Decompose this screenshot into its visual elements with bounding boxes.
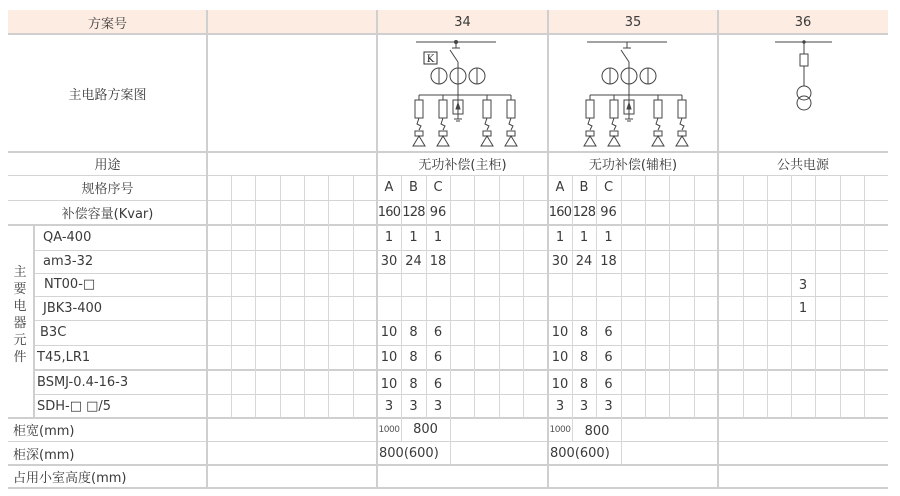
grid-line <box>34 345 888 346</box>
component-value <box>791 296 815 320</box>
value-text: 6 <box>433 350 443 365</box>
capacity-value: 96 <box>429 205 447 220</box>
component-value <box>548 394 572 418</box>
components-group-label <box>10 264 30 366</box>
header-scheme-34 <box>377 10 548 34</box>
value-text: 6 <box>604 350 613 365</box>
grid-line <box>450 418 451 465</box>
grid-line <box>8 151 888 153</box>
scheme-number: 34 <box>454 14 471 30</box>
component-value <box>548 320 572 345</box>
spec-label: 规格序号 <box>81 182 134 197</box>
value-text: 10 <box>380 376 398 392</box>
depth-label: 柜深(mm) <box>13 447 75 463</box>
component-value <box>401 320 426 345</box>
header-label-cell <box>8 10 207 34</box>
value-text: 18 <box>600 254 617 269</box>
component-name-text: T45,LR1 <box>37 350 91 365</box>
value-text: 10 <box>380 350 398 365</box>
component-name-text: BSMJ-0.4-16-3 <box>37 374 129 390</box>
capacity-value: 128 <box>402 205 425 220</box>
capacity-34-a <box>377 200 401 225</box>
group-char: 要 <box>13 282 27 297</box>
capacity-label: 补偿容量(Kvar) <box>61 207 154 222</box>
grid-line <box>645 175 646 418</box>
value-text: 1 <box>555 230 565 245</box>
grid-line <box>815 175 816 418</box>
component-name <box>34 273 207 296</box>
depth-34-value <box>377 441 450 465</box>
component-name <box>34 345 207 370</box>
spec-value: C <box>603 180 614 195</box>
grid-line <box>34 369 888 371</box>
spec-value: A <box>555 180 565 195</box>
width-label: 柜宽(mm) <box>13 424 75 439</box>
capacity-value: 96 <box>600 205 617 220</box>
component-value <box>401 225 426 250</box>
grid-line <box>426 175 427 418</box>
fuse-transformer-diagram-icon <box>721 36 887 150</box>
value-text: 3 <box>409 398 418 414</box>
value-text: 8 <box>579 325 589 340</box>
value-text: 800 <box>584 424 610 439</box>
spec-value: B <box>579 180 589 195</box>
grid-line <box>717 10 719 488</box>
spec-34-c <box>426 175 450 200</box>
grid-line <box>840 175 841 418</box>
grid-line <box>34 250 888 251</box>
value-text: 1 <box>579 230 589 245</box>
width-34-value-2 <box>401 418 450 441</box>
value-text: 800(600) <box>550 445 610 461</box>
component-name-text: JBK3-400 <box>43 300 103 316</box>
value-text: 3 <box>384 398 394 414</box>
spec-label-cell <box>8 175 207 200</box>
grid-line <box>596 175 597 418</box>
grid-line <box>474 175 475 418</box>
component-name <box>34 394 207 418</box>
component-value <box>596 320 621 345</box>
value-text: 24 <box>575 254 593 269</box>
component-value <box>596 394 621 418</box>
value-text: 1000 <box>378 424 400 435</box>
usage-value: 公共电源 <box>776 158 829 173</box>
usage-value: 无功补偿(辅柜) <box>588 158 678 173</box>
value-text: 800(600) <box>379 445 439 461</box>
grid-line <box>791 175 792 418</box>
component-value <box>426 345 450 370</box>
spec-value: C <box>433 180 443 195</box>
component-value <box>596 372 621 396</box>
grid-line <box>8 224 888 226</box>
grid-line <box>572 418 573 441</box>
component-name <box>34 320 207 345</box>
grid-line <box>353 175 354 418</box>
component-value <box>377 372 401 396</box>
value-text: 30 <box>551 254 569 269</box>
value-text: 10 <box>551 350 569 365</box>
height-label: 占用小室高度(mm) <box>13 471 127 486</box>
usage-35 <box>548 152 718 175</box>
component-name <box>34 370 207 394</box>
value-text: 30 <box>380 254 398 269</box>
value-text: 8 <box>409 325 418 340</box>
header-scheme-36 <box>718 10 888 34</box>
capacitor-compensation-aux-diagram-icon <box>551 36 717 150</box>
value-text: 1 <box>604 230 613 245</box>
component-value <box>377 250 401 273</box>
component-value <box>548 345 572 370</box>
grid-line <box>206 10 208 488</box>
capacitor-compensation-main-diagram-icon <box>380 36 546 150</box>
capacity-value: 160 <box>377 205 401 220</box>
component-name-text: SDH-□ □/5 <box>37 398 112 414</box>
component-name-text: NT00-□ <box>44 277 96 292</box>
capacity-34-b <box>401 200 426 225</box>
value-text: 18 <box>429 254 447 269</box>
grid-line <box>34 320 888 321</box>
component-value <box>377 320 401 345</box>
component-name-text: B3C <box>40 325 67 340</box>
component-value <box>426 320 450 345</box>
component-value <box>596 250 621 273</box>
value-text: 10 <box>380 325 398 340</box>
grid-line <box>33 225 35 418</box>
value-text: 3 <box>555 398 565 414</box>
capacity-value: 128 <box>572 205 596 220</box>
spec-35-c <box>596 175 621 200</box>
value-text: 8 <box>579 376 589 392</box>
group-char: 电 <box>13 299 27 314</box>
grid-line <box>231 175 232 418</box>
grid-line <box>401 418 402 441</box>
value-text: 8 <box>409 350 418 365</box>
grid-line <box>34 296 888 297</box>
capacity-label-cell <box>8 200 207 225</box>
group-char: 主 <box>13 265 27 280</box>
grid-line <box>8 464 888 466</box>
capacity-35-b <box>572 200 596 225</box>
grid-line <box>694 175 695 418</box>
capacity-35-c <box>596 200 621 225</box>
value-text: 1 <box>409 230 418 245</box>
grid-line <box>34 394 888 395</box>
grid-line <box>376 10 378 488</box>
grid-line <box>8 175 888 176</box>
component-name-text: am3-32 <box>43 254 94 269</box>
grid-line <box>621 175 622 418</box>
usage-label: 用途 <box>94 158 121 173</box>
component-value <box>572 372 596 396</box>
grid-line <box>8 487 888 489</box>
grid-line <box>864 175 865 418</box>
grid-line <box>328 175 329 418</box>
group-char: 元 <box>13 333 27 348</box>
value-text: 24 <box>405 254 422 269</box>
component-name <box>34 225 207 250</box>
spec-34-b <box>401 175 426 200</box>
component-value <box>548 225 572 250</box>
usage-label-cell <box>8 152 207 175</box>
value-text: 6 <box>604 325 613 340</box>
value-text: 3 <box>798 278 808 293</box>
grid-line <box>34 273 888 274</box>
component-value <box>377 225 401 250</box>
width-34-value-1 <box>377 418 401 441</box>
scheme-number: 35 <box>624 14 642 30</box>
grid-line <box>255 175 256 418</box>
spec-value: A <box>384 180 394 195</box>
grid-line <box>450 175 451 418</box>
usage-34 <box>377 152 548 175</box>
grid-line <box>8 417 888 419</box>
value-text: 8 <box>579 350 589 365</box>
component-value <box>401 345 426 370</box>
value-text: 1000 <box>549 424 571 435</box>
component-value <box>377 394 401 418</box>
usage-36 <box>718 152 888 175</box>
diagram-row-label <box>8 34 207 152</box>
grid-line <box>304 175 305 418</box>
header-empty-cell <box>207 10 377 34</box>
value-text: 1 <box>433 230 443 245</box>
component-value <box>426 372 450 396</box>
width-35-value-1 <box>548 418 572 441</box>
capacity-value: 160 <box>548 205 572 220</box>
spec-34-a <box>377 175 401 200</box>
component-value <box>426 250 450 273</box>
component-name-text: QA-400 <box>43 230 92 245</box>
component-value <box>377 345 401 370</box>
grid-line <box>8 200 888 201</box>
value-text: 1 <box>384 230 394 245</box>
value-text: 800 <box>413 422 438 437</box>
component-value <box>572 345 596 370</box>
diagram-label-text: 主电路方案图 <box>68 87 147 103</box>
grid-line <box>8 33 888 35</box>
value-text: 10 <box>551 376 569 392</box>
grid-line <box>523 175 524 418</box>
value-text: 10 <box>551 325 569 340</box>
width-label-cell <box>8 418 207 441</box>
group-char: 器 <box>13 316 27 331</box>
component-value <box>572 250 596 273</box>
component-value <box>401 394 426 418</box>
capacity-34-c <box>426 200 450 225</box>
component-name <box>34 296 207 320</box>
header-label: 方案号 <box>87 16 127 32</box>
component-value <box>596 345 621 370</box>
spec-35-a <box>548 175 572 200</box>
value-text: 8 <box>409 376 418 392</box>
component-value <box>426 394 450 418</box>
depth-35-value <box>548 441 621 465</box>
usage-value: 无功补偿(主柜) <box>418 158 507 173</box>
depth-label-cell <box>8 441 207 465</box>
component-name <box>34 250 207 273</box>
grid-line <box>547 10 549 488</box>
scheme-number: 36 <box>794 14 812 30</box>
component-value <box>401 372 426 396</box>
header-scheme-35 <box>548 10 718 34</box>
spec-35-b <box>572 175 596 200</box>
capacity-35-a <box>548 200 572 225</box>
value-text: 1 <box>798 300 808 316</box>
grid-line <box>743 175 744 418</box>
component-value <box>791 273 815 298</box>
grid-line <box>401 175 402 418</box>
grid-line <box>669 175 670 418</box>
grid-line <box>767 175 768 418</box>
grid-line <box>8 441 888 442</box>
component-value <box>572 320 596 345</box>
value-text: 3 <box>433 398 443 414</box>
value-text: 3 <box>579 398 589 414</box>
width-35-value-2 <box>572 420 622 443</box>
component-value <box>572 225 596 250</box>
component-value <box>401 250 426 273</box>
component-value <box>596 225 621 250</box>
component-value <box>572 394 596 418</box>
grid-line <box>572 175 573 418</box>
value-text: 6 <box>433 325 443 340</box>
component-value <box>426 225 450 250</box>
k-tag: K <box>426 54 435 65</box>
grid-line <box>499 175 500 418</box>
spec-value: B <box>409 180 418 195</box>
grid-line <box>621 418 622 465</box>
value-text: 6 <box>433 376 443 392</box>
group-char: 件 <box>13 350 27 365</box>
value-text: 3 <box>604 398 613 414</box>
component-value <box>548 250 572 273</box>
value-text: 6 <box>604 376 613 392</box>
grid-line <box>280 175 281 418</box>
component-value <box>548 372 572 396</box>
height-label-cell <box>8 465 207 488</box>
